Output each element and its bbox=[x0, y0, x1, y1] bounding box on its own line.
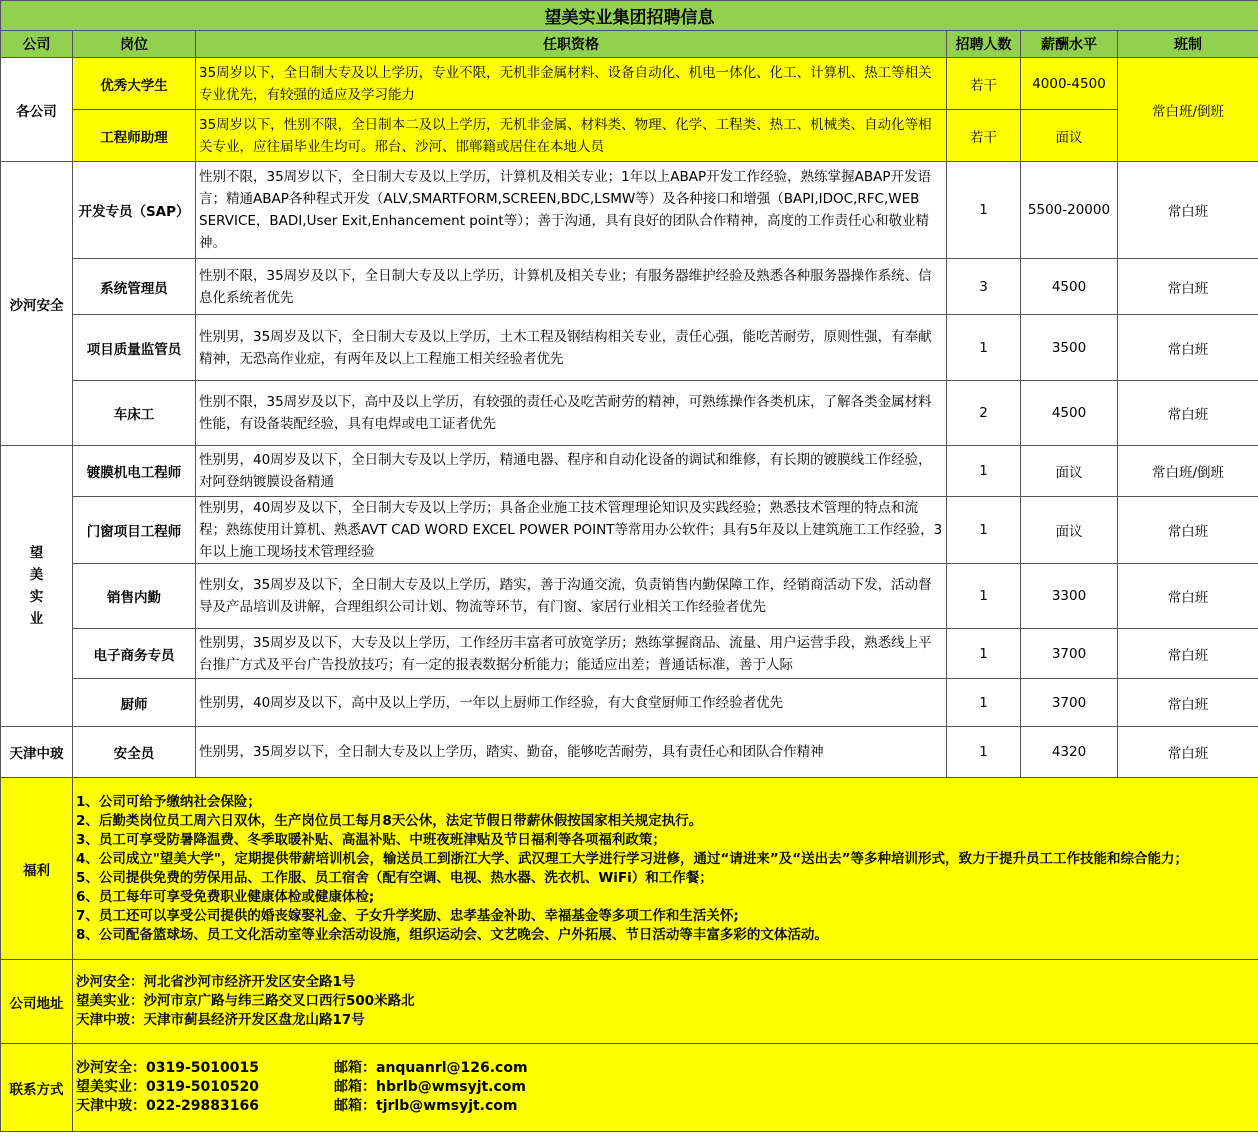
address-list bbox=[73, 960, 1258, 1044]
welfare-list bbox=[73, 778, 1258, 960]
address-row bbox=[1, 960, 1258, 1044]
shift-cell: 常白班 bbox=[1118, 315, 1258, 381]
company-shahe: 沙河安全 bbox=[1, 162, 73, 446]
position-cell: 开发专员（SAP） bbox=[73, 162, 196, 259]
welfare-item: 3、员工可享受防暑降温费、冬季取暖补贴、高温补贴、中班夜班津贴及节日福利等各项福利政策； bbox=[76, 831, 666, 848]
shift-cell: 常白班/倒班 bbox=[1118, 58, 1258, 162]
position-cell: 优秀大学生 bbox=[73, 58, 196, 110]
company-tianjin: 天津中玻 bbox=[1, 727, 73, 778]
salary-cell: 4500 bbox=[1021, 381, 1118, 446]
welfare-item: 1、公司可给予缴纳社会保险； bbox=[76, 793, 261, 810]
requirements-cell: 性别不限，35周岁及以下，全日制大专及以上学历，计算机及相关专业；有服务器维护经验及熟悉各种服务器操作系统、信息化系统者优先 bbox=[196, 259, 947, 315]
shift-cell: 常白班 bbox=[1118, 162, 1258, 259]
requirements-cell: 性别不限，35周岁以下，全日制大专及以上学历，计算机及相关专业；1年以上ABAP开发工作经验，熟练掌握ABAP开发语言；精通ABAP各种程式开发（ALV,SMARTFORM,SCREEN,BDC,LSMW等）及各种接口和增强（BAPI,IDOC,RFC,WEB SERVICE，BADI,User Exit,Enhancement point等）；善于沟通，具有良好的团队合作精神，高度的工作责任心和敬业精神。 bbox=[196, 162, 947, 259]
salary-cell: 3300 bbox=[1021, 564, 1118, 629]
requirements-cell: 性别女，35周岁及以下，全日制大专及以上学历，踏实，善于沟通交流，负责销售内勤保障工作，经销商活动下发，活动督导及产品培训及讲解，合理组织公司计划、物流等环节，有门窗、家居行业相关工作经验者优先 bbox=[196, 564, 947, 629]
count-cell: 1 bbox=[947, 497, 1021, 564]
count-cell: 若干 bbox=[947, 110, 1021, 162]
position-cell: 系统管理员 bbox=[73, 259, 196, 315]
shift-cell: 常白班 bbox=[1118, 679, 1258, 727]
welfare-row bbox=[1, 778, 1258, 960]
requirements-cell: 性别男，35周岁及以下，大专及以上学历，工作经历丰富者可放宽学历；熟练掌握商品、流量、用户运营手段，熟悉线上平台推广方式及平台广告投放技巧；有一定的报表数据分析能力；能适应出差；普通话标准，善于人际 bbox=[196, 629, 947, 679]
count-cell: 3 bbox=[947, 259, 1021, 315]
shift-cell: 常白班 bbox=[1118, 381, 1258, 446]
welfare-label: 福利 bbox=[1, 778, 73, 960]
header-position: 岗位 bbox=[73, 31, 196, 58]
salary-cell: 4000-4500 bbox=[1021, 58, 1118, 110]
requirements-cell: 35周岁以下，性别不限，全日制本二及以上学历，无机非金属、材料类、物理、化学、工程类、热工、机械类、自动化等相关专业，应往届毕业生均可。邢台、沙河、邯郸籍或居住在本地人员 bbox=[196, 110, 947, 162]
count-cell: 1 bbox=[947, 679, 1021, 727]
contact-phone: 望美实业：0319-5010520 bbox=[76, 1079, 259, 1095]
salary-cell: 5500-20000 bbox=[1021, 162, 1118, 259]
count-cell: 2 bbox=[947, 381, 1021, 446]
count-cell: 1 bbox=[947, 727, 1021, 778]
page-title: 望美实业集团招聘信息 bbox=[1, 1, 1258, 31]
requirements-cell: 性别男，35周岁以下，全日制大专及以上学历，踏实、勤奋，能够吃苦耐劳，具有责任心和团队合作精神 bbox=[196, 727, 947, 778]
contact-phone: 天津中玻：022-29883166 bbox=[76, 1098, 259, 1114]
count-cell: 1 bbox=[947, 564, 1021, 629]
shift-cell: 常白班 bbox=[1118, 629, 1258, 679]
position-cell: 厨师 bbox=[73, 679, 196, 727]
table-row bbox=[1, 564, 1258, 629]
contact-label: 联系方式 bbox=[1, 1044, 73, 1132]
contact-email[interactable]: 邮箱：hbrlb@wmsyjt.com bbox=[334, 1079, 527, 1095]
header-company: 公司 bbox=[1, 31, 73, 58]
welfare-item: 4、公司成立"望美大学"，定期提供带薪培训机会，输送员工到浙江大学、武汉理工大学进行学习进修，通过“请进来”及“送出去”等多种培训形式，致力于提升员工工作技能和综合能力； bbox=[76, 850, 1188, 867]
contact-list bbox=[73, 1044, 1258, 1132]
salary-cell: 4500 bbox=[1021, 259, 1118, 315]
count-cell: 若干 bbox=[947, 58, 1021, 110]
address-item: 望美实业：沙河市京广路与纬三路交叉口西行500米路北 bbox=[76, 993, 415, 1009]
shift-cell: 常白班 bbox=[1118, 564, 1258, 629]
company-all: 各公司 bbox=[1, 58, 73, 162]
contact-item bbox=[76, 1097, 1254, 1116]
table-row bbox=[1, 629, 1258, 679]
shift-cell: 常白班 bbox=[1118, 497, 1258, 564]
shift-cell: 常白班 bbox=[1118, 727, 1258, 778]
salary-cell: 3700 bbox=[1021, 679, 1118, 727]
welfare-item: 7、员工还可以享受公司提供的婚丧嫁娶礼金、子女升学奖励、忠孝基金补助、幸福基金等多项工作和生活关怀; bbox=[76, 907, 739, 924]
requirements-cell: 性别不限，35周岁及以下，高中及以上学历，有较强的责任心及吃苦耐劳的精神，可熟练操作各类机床，了解各类金属材料性能，有设备装配经验，具有电焊或电工证者优先 bbox=[196, 381, 947, 446]
welfare-item: 2、后勤类岗位员工周六日双休，生产岗位员工每月8天公休，法定节假日带薪休假按国家相关规定执行。 bbox=[76, 812, 703, 829]
welfare-item: 5、公司提供免费的劳保用品、工作服、员工宿舍（配有空调、电视、热水器、洗衣机、WiFi）和工作餐； bbox=[76, 869, 713, 886]
position-cell: 门窗项目工程师 bbox=[73, 497, 196, 564]
count-cell: 1 bbox=[947, 315, 1021, 381]
company-wangmei-char: 美 bbox=[29, 567, 44, 583]
company-wangmei-char: 业 bbox=[29, 611, 44, 627]
shift-cell: 常白班/倒班 bbox=[1118, 446, 1258, 497]
salary-cell: 面议 bbox=[1021, 497, 1118, 564]
address-label: 公司地址 bbox=[1, 960, 73, 1044]
shift-cell: 常白班 bbox=[1118, 259, 1258, 315]
table-row bbox=[1, 727, 1258, 778]
salary-cell: 面议 bbox=[1021, 110, 1118, 162]
table-row bbox=[1, 446, 1258, 497]
welfare-item: 6、员工每年可享受免费职业健康体检或健康体检; bbox=[76, 888, 375, 905]
table-row bbox=[1, 679, 1258, 727]
contact-phone: 沙河安全：0319-5010015 bbox=[76, 1060, 259, 1076]
contact-item bbox=[76, 1059, 1254, 1078]
salary-cell: 3500 bbox=[1021, 315, 1118, 381]
requirements-cell: 性别男，40周岁及以下，全日制大专及以上学历，精通电器、程序和自动化设备的调试和维修，有长期的镀膜线工作经验，对阿登纳镀膜设备精通 bbox=[196, 446, 947, 497]
welfare-item: 8、公司配备篮球场、员工文化活动室等业余活动设施，组织运动会、文艺晚会、户外拓展、节日活动等丰富多彩的文体活动。 bbox=[76, 926, 828, 943]
header-shift: 班制 bbox=[1118, 31, 1258, 58]
table-row bbox=[1, 58, 1258, 110]
table-row bbox=[1, 162, 1258, 259]
requirements-cell: 性别男，40周岁及以下，全日制大专及以上学历；具备企业施工技术管理理论知识及实践经验；熟悉技术管理的特点和流程；熟练使用计算机、熟悉AVT CAD WORD EXCEL POWER POINT等常用办公软件；具有5年及以上建筑施工工作经验，3年以上施工现场技术管理经验 bbox=[196, 497, 947, 564]
count-cell: 1 bbox=[947, 446, 1021, 497]
position-cell: 安全员 bbox=[73, 727, 196, 778]
table-row bbox=[1, 315, 1258, 381]
contact-item bbox=[76, 1078, 1254, 1097]
contact-row bbox=[1, 1044, 1258, 1132]
count-cell: 1 bbox=[947, 629, 1021, 679]
table-row bbox=[1, 110, 1258, 162]
count-cell: 1 bbox=[947, 162, 1021, 259]
header-salary: 薪酬水平 bbox=[1021, 31, 1118, 58]
address-item: 天津中玻：天津市蓟县经济开发区盘龙山路17号 bbox=[76, 1012, 365, 1028]
position-cell: 工程师助理 bbox=[73, 110, 196, 162]
position-cell: 镀膜机电工程师 bbox=[73, 446, 196, 497]
salary-cell: 3700 bbox=[1021, 629, 1118, 679]
table-row bbox=[1, 259, 1258, 315]
salary-cell: 面议 bbox=[1021, 446, 1118, 497]
position-cell: 项目质量监管员 bbox=[73, 315, 196, 381]
header-count: 招聘人数 bbox=[947, 31, 1021, 58]
address-item: 沙河安全：河北省沙河市经济开发区安全路1号 bbox=[76, 974, 356, 990]
company-wangmei bbox=[1, 446, 73, 727]
company-wangmei-char: 望 bbox=[29, 545, 44, 561]
position-cell: 车床工 bbox=[73, 381, 196, 446]
contact-email[interactable]: 邮箱：anquanrl@126.com bbox=[334, 1060, 528, 1076]
company-wangmei-char: 实 bbox=[29, 589, 44, 605]
table-row bbox=[1, 381, 1258, 446]
contact-email[interactable]: 邮箱：tjrlb@wmsyjt.com bbox=[334, 1098, 518, 1114]
salary-cell: 4320 bbox=[1021, 727, 1118, 778]
requirements-cell: 性别男，35周岁及以下，全日制大专及以上学历，土木工程及钢结构相关专业，责任心强，能吃苦耐劳，原则性强，有奉献精神，无恐高作业症，有两年及以上工程施工相关经验者优先 bbox=[196, 315, 947, 381]
header-row bbox=[1, 31, 1258, 58]
requirements-cell: 性别男，40周岁及以下，高中及以上学历，一年以上厨师工作经验，有大食堂厨师工作经验者优先 bbox=[196, 679, 947, 727]
table-row bbox=[1, 497, 1258, 564]
requirements-cell: 35周岁以下，全日制大专及以上学历，专业不限，无机非金属材料、设备自动化、机电一体化、化工、计算机、热工等相关专业优先，有较强的适应及学习能力 bbox=[196, 58, 947, 110]
header-requirements: 任职资格 bbox=[196, 31, 947, 58]
position-cell: 销售内勤 bbox=[73, 564, 196, 629]
position-cell: 电子商务专员 bbox=[73, 629, 196, 679]
